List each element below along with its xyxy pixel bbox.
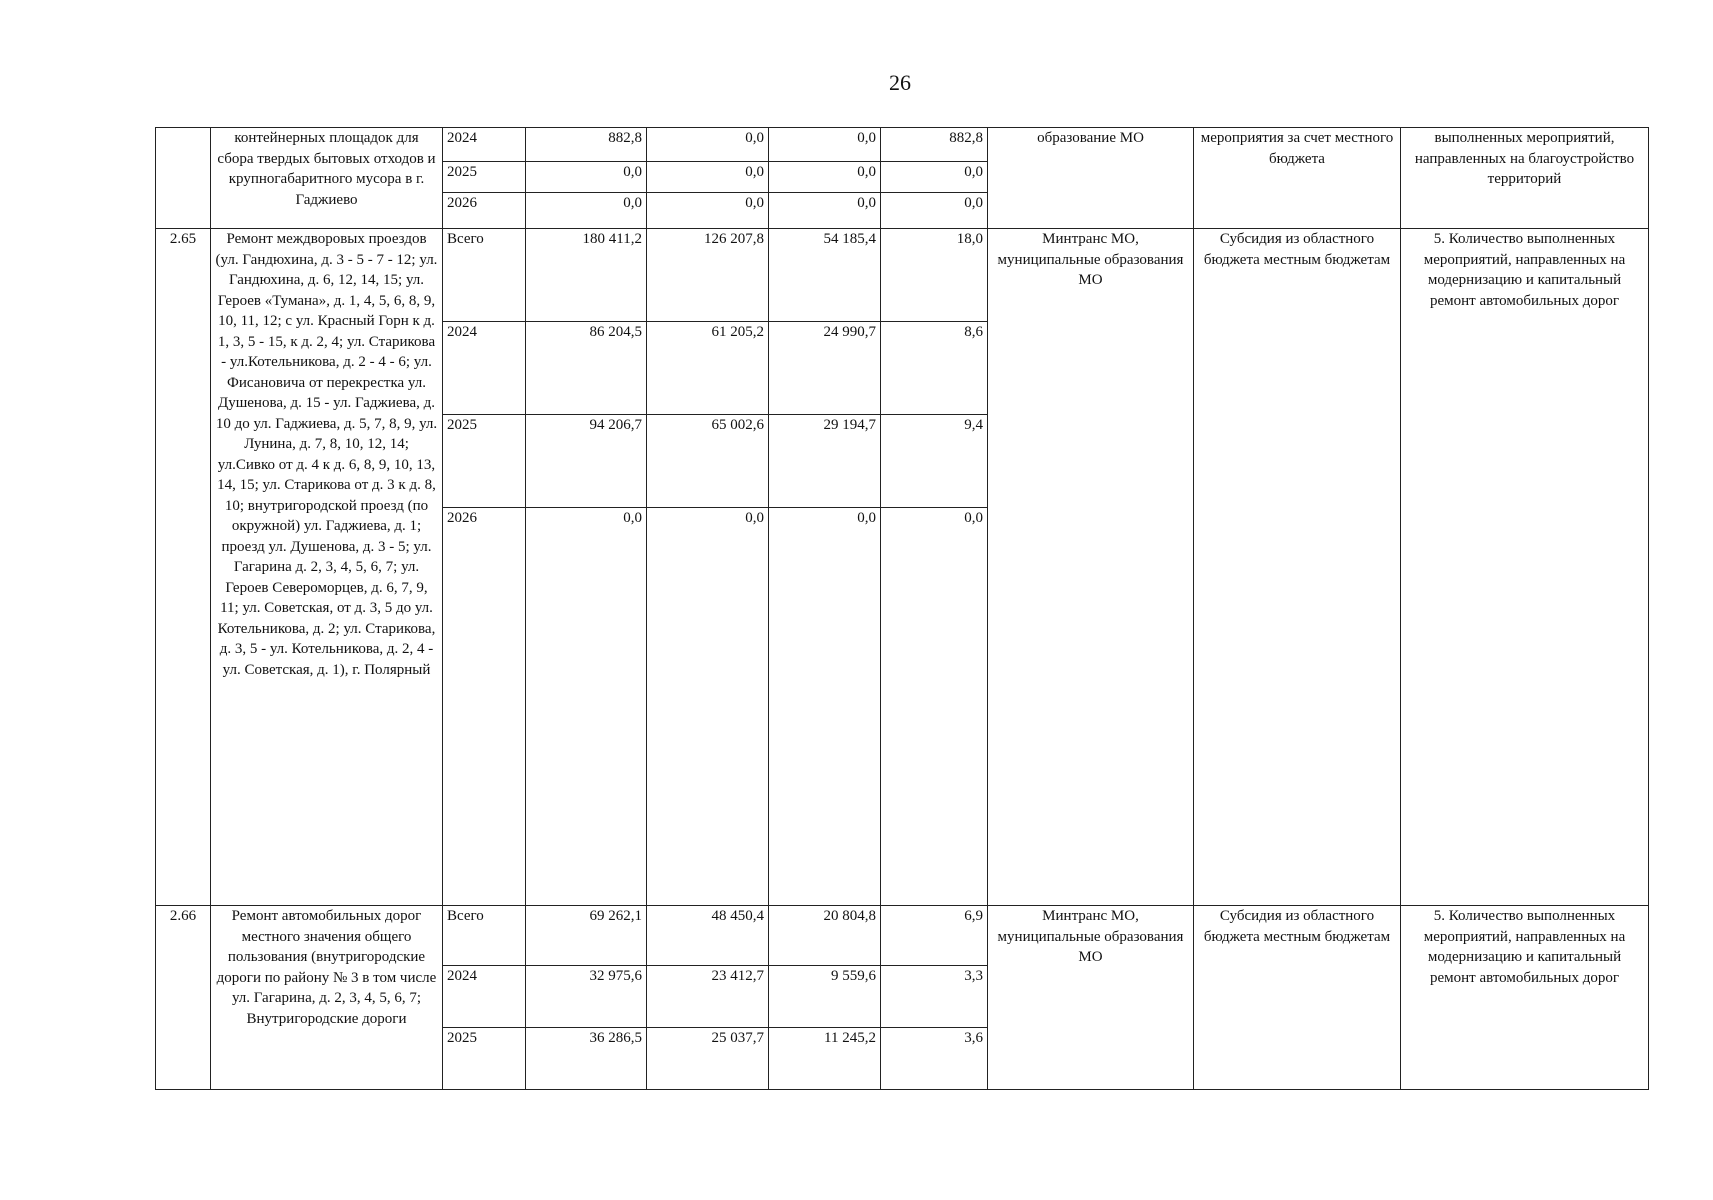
value-federal: 0,0 (769, 162, 881, 193)
value-local: 8,6 (881, 322, 988, 415)
value-regional: 0,0 (647, 162, 769, 193)
value-regional: 0,0 (647, 193, 769, 229)
activity-number: 2.65 (156, 229, 211, 906)
value-federal: 0,0 (769, 193, 881, 229)
value-federal: 0,0 (769, 128, 881, 162)
result-indicator: 5. Количество выполненных мероприятий, направленных на модернизацию и капитальный ремонт автомобильных дорог (1401, 906, 1649, 1090)
activity-number: 2.66 (156, 906, 211, 1090)
funding-source: Субсидия из областного бюджета местным бюджетам (1194, 906, 1401, 1090)
value-federal: 29 194,7 (769, 415, 881, 508)
result-indicator: 5. Количество выполненных мероприятий, направленных на модернизацию и капитальный ремонт автомобильных дорог (1401, 229, 1649, 906)
value-federal: 11 245,2 (769, 1028, 881, 1090)
value-regional: 23 412,7 (647, 966, 769, 1028)
value-regional: 61 205,2 (647, 322, 769, 415)
value-regional: 126 207,8 (647, 229, 769, 322)
value-local: 18,0 (881, 229, 988, 322)
page-number: 26 (889, 70, 911, 95)
year-cell: 2026 (443, 508, 526, 906)
activity-name: Ремонт автомобильных дорог местного значения общего пользования (внутригородские дороги по району № 3 в том числе ул. Гагарина, д. 2, 3, 4, 5, 6, 7; Внутригородские дороги (211, 906, 443, 1090)
value-total: 94 206,7 (526, 415, 647, 508)
value-federal: 24 990,7 (769, 322, 881, 415)
value-local: 0,0 (881, 193, 988, 229)
value-local: 0,0 (881, 162, 988, 193)
funding-source: мероприятия за счет местного бюджета (1194, 128, 1401, 229)
value-federal: 9 559,6 (769, 966, 881, 1028)
value-total: 180 411,2 (526, 229, 647, 322)
value-federal: 20 804,8 (769, 906, 881, 966)
activity-number (156, 128, 211, 229)
year-cell: 2025 (443, 415, 526, 508)
value-local: 3,6 (881, 1028, 988, 1090)
year-cell: 2024 (443, 322, 526, 415)
program-activities-table (155, 127, 1649, 1090)
value-local: 3,3 (881, 966, 988, 1028)
year-cell: 2024 (443, 128, 526, 162)
value-total: 882,8 (526, 128, 647, 162)
year-cell: 2025 (443, 162, 526, 193)
year-cell: 2024 (443, 966, 526, 1028)
value-regional: 0,0 (647, 508, 769, 906)
executor: Минтранс МО, муниципальные образования МО (988, 906, 1194, 1090)
value-regional: 65 002,6 (647, 415, 769, 508)
year-cell: Всего (443, 229, 526, 322)
year-cell: 2025 (443, 1028, 526, 1090)
value-total: 0,0 (526, 193, 647, 229)
value-regional: 25 037,7 (647, 1028, 769, 1090)
value-local: 6,9 (881, 906, 988, 966)
year-cell: Всего (443, 906, 526, 966)
executor: Минтранс МО, муниципальные образования МО (988, 229, 1194, 906)
value-total: 32 975,6 (526, 966, 647, 1028)
value-total: 36 286,5 (526, 1028, 647, 1090)
value-total: 86 204,5 (526, 322, 647, 415)
value-local: 882,8 (881, 128, 988, 162)
value-regional: 48 450,4 (647, 906, 769, 966)
activity-name: контейнерных площадок для сбора твердых бытовых отходов и крупногабаритного мусора в г. Гаджиево (211, 128, 443, 229)
value-federal: 54 185,4 (769, 229, 881, 322)
value-federal: 0,0 (769, 508, 881, 906)
value-regional: 0,0 (647, 128, 769, 162)
funding-source: Субсидия из областного бюджета местным бюджетам (1194, 229, 1401, 906)
value-total: 69 262,1 (526, 906, 647, 966)
table-row (156, 128, 1649, 162)
executor: образование МО (988, 128, 1194, 229)
result-indicator: выполненных мероприятий, направленных на благоустройство территорий (1401, 128, 1649, 229)
table-row (156, 906, 1649, 966)
year-cell: 2026 (443, 193, 526, 229)
table-row (156, 229, 1649, 322)
activity-name: Ремонт междворовых проездов (ул. Гандюхина, д. 3 - 5 - 7 - 12; ул. Гандюхина, д. 6, 12, 14, 15; ул. Героев «Тумана», д. 1, 4, 5, 6, 8, 9, 10, 11, 12; с ул. Красный Горн к д. 1, 3, 5 - 15, к д. 2, 4; ул. Старикова - ул.Котельникова, д. 2 - 4 - 6; ул. Фисановича от перекрестка ул. Душенова, д. 15 - ул. Гаджиева, д. 10 до ул. Гаджиева, д. 5, 7, 8, 9, ул. Лунина, д. 7, 8, 10, 12, 14; ул.Сивко от д. 4 к д. 6, 8, 9, 10, 13, 14, 15; ул. Старикова от д. 3 к д. 8, 10; внутригородской проезд (по окружной) ул. Гаджиева, д. 1; проезд ул. Душенова, д. 3 - 5; ул. Гагарина д. 2, 3, 4, 5, 6, 7; ул. Героев Североморцев, д. 6, 7, 9, 11; ул. Советская, от д. 3, 5 до ул. Котельникова, д. 2; ул. Старикова, д. 3, 5 - ул. Котельникова, д. 2, 4 - ул. Советская, д. 1), г. Полярный (211, 229, 443, 906)
value-local: 0,0 (881, 508, 988, 906)
value-total: 0,0 (526, 508, 647, 906)
value-local: 9,4 (881, 415, 988, 508)
value-total: 0,0 (526, 162, 647, 193)
